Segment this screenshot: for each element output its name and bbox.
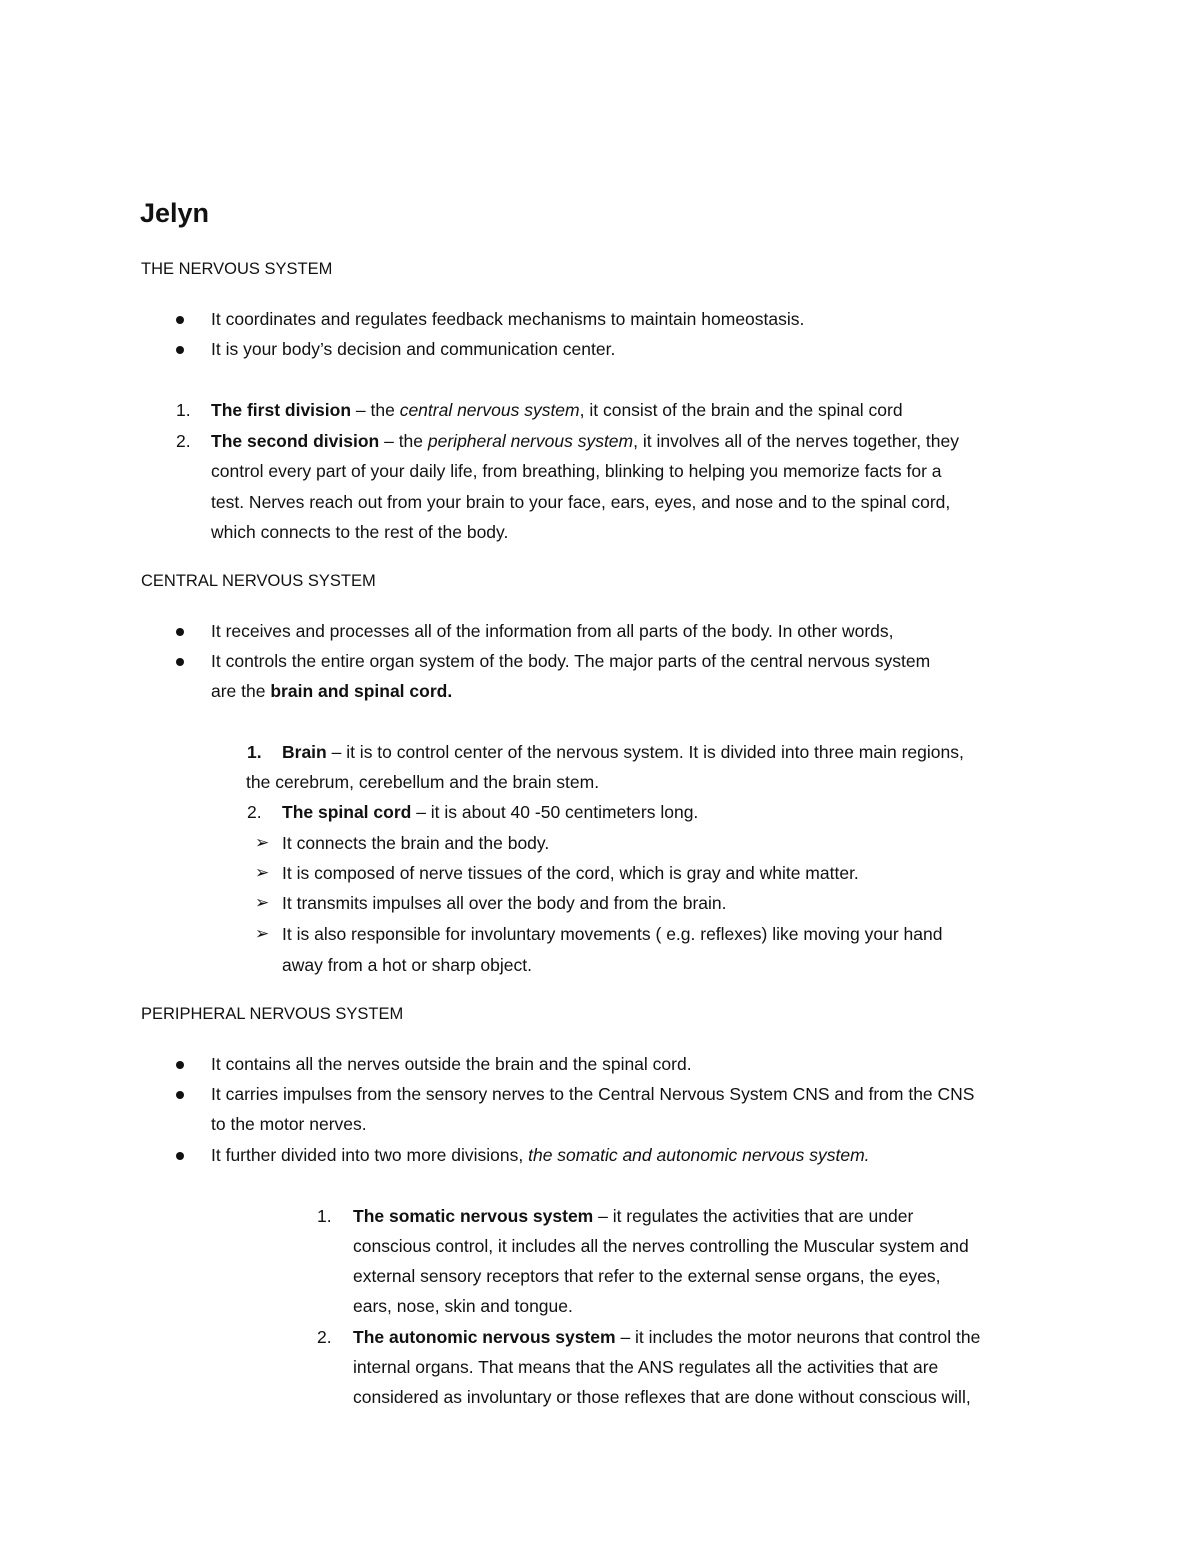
- text-span: are the: [211, 681, 271, 701]
- list-item: [211, 1144, 870, 1166]
- arrow-bullet-icon: ➢: [255, 833, 270, 852]
- italic-term: central nervous system: [399, 400, 580, 420]
- arrow-bullet-icon: ➢: [255, 863, 270, 882]
- term: The somatic nervous system: [353, 1206, 594, 1226]
- bullet-icon: [176, 628, 184, 636]
- term: The first division: [211, 400, 352, 420]
- list-number: 2.: [247, 802, 262, 822]
- list-item: [353, 1326, 980, 1348]
- list-number: 2.: [176, 431, 191, 451]
- text-span: , it involves all of the nerves together, they: [633, 431, 960, 451]
- list-item: [211, 399, 903, 421]
- arrow-bullet-icon: ➢: [255, 924, 270, 943]
- bullet-icon: [176, 316, 184, 324]
- arrow-bullet-icon: ➢: [255, 893, 270, 912]
- list-number: 1.: [176, 400, 191, 420]
- list-item: [282, 801, 698, 823]
- text-span: – the: [379, 431, 428, 451]
- section-heading-peripheral: PERIPHERAL NERVOUS SYSTEM: [141, 1005, 404, 1023]
- section-heading-nervous-system: THE NERVOUS SYSTEM: [141, 260, 333, 278]
- list-number: 1.: [247, 742, 262, 762]
- list-item-continuation: ears, nose, skin and tongue.: [353, 1296, 573, 1316]
- section-heading-central: CENTRAL NERVOUS SYSTEM: [141, 572, 376, 590]
- list-item: [353, 1205, 913, 1227]
- text-span: – it includes the motor neurons that control the: [615, 1327, 981, 1347]
- list-item-continuation: test. Nerves reach out from your brain to your face, ears, eyes, and nose and to the spinal cord,: [211, 492, 951, 512]
- italic-term: peripheral nervous system: [427, 431, 634, 451]
- list-item-continuation: the cerebrum, cerebellum and the brain stem.: [246, 772, 600, 792]
- bullet-icon: [176, 346, 184, 354]
- bullet-icon: [176, 1152, 184, 1160]
- list-item: It transmits impulses all over the body and from the brain.: [282, 893, 727, 913]
- list-item-continuation: conscious control, it includes all the nerves controlling the Muscular system and: [353, 1236, 969, 1256]
- bullet-icon: [176, 1091, 184, 1099]
- list-number: 1.: [317, 1206, 332, 1226]
- list-item: It is your body’s decision and communication center.: [211, 339, 616, 359]
- list-item-continuation: [211, 680, 452, 702]
- bullet-icon: [176, 1061, 184, 1069]
- list-item-continuation: control every part of your daily life, from breathing, blinking to helping you memorize facts for a: [211, 461, 942, 481]
- bullet-icon: [176, 658, 184, 666]
- text-span: – it regulates the activities that are under: [593, 1206, 914, 1226]
- list-item: It is composed of nerve tissues of the cord, which is gray and white matter.: [282, 863, 859, 883]
- list-item-continuation: considered as involuntary or those reflexes that are done without conscious will,: [353, 1387, 971, 1407]
- text-span: – it is to control center of the nervous system. It is divided into three main regions,: [326, 742, 964, 762]
- list-item-continuation: internal organs. That means that the ANS regulates all the activities that are: [353, 1357, 939, 1377]
- term: The autonomic nervous system: [353, 1327, 616, 1347]
- document-title: Jelyn: [140, 198, 210, 228]
- text-span: , it consist of the brain and the spinal cord: [579, 400, 903, 420]
- list-item: It connects the brain and the body.: [282, 833, 550, 853]
- list-item-continuation: external sensory receptors that refer to the external sense organs, the eyes,: [353, 1266, 941, 1286]
- list-item-continuation: away from a hot or sharp object.: [282, 955, 532, 975]
- list-item-continuation: which connects to the rest of the body.: [211, 522, 509, 542]
- list-item-continuation: to the motor nerves.: [211, 1114, 367, 1134]
- list-item: It carries impulses from the sensory nerves to the Central Nervous System CNS and from the CNS: [211, 1084, 975, 1104]
- list-number: 2.: [317, 1327, 332, 1347]
- list-item: It coordinates and regulates feedback mechanisms to maintain homeostasis.: [211, 309, 805, 329]
- list-item: [211, 430, 959, 452]
- text-span: It further divided into two more divisions,: [211, 1145, 529, 1165]
- text-span: – the: [351, 400, 400, 420]
- list-item: It contains all the nerves outside the brain and the spinal cord.: [211, 1054, 692, 1074]
- term: The second division: [211, 431, 380, 451]
- list-item: It receives and processes all of the information from all parts of the body. In other words,: [211, 621, 894, 641]
- list-item: [282, 741, 964, 763]
- italic-term: the somatic and autonomic nervous system.: [528, 1145, 870, 1165]
- term: Brain: [282, 742, 327, 762]
- term: brain and spinal cord.: [270, 681, 453, 701]
- term: The spinal cord: [282, 802, 412, 822]
- list-item: It is also responsible for involuntary movements ( e.g. reflexes) like moving your hand: [282, 924, 943, 944]
- list-item: It controls the entire organ system of the body. The major parts of the central nervous system: [211, 651, 931, 671]
- text-span: – it is about 40 -50 centimeters long.: [411, 802, 699, 822]
